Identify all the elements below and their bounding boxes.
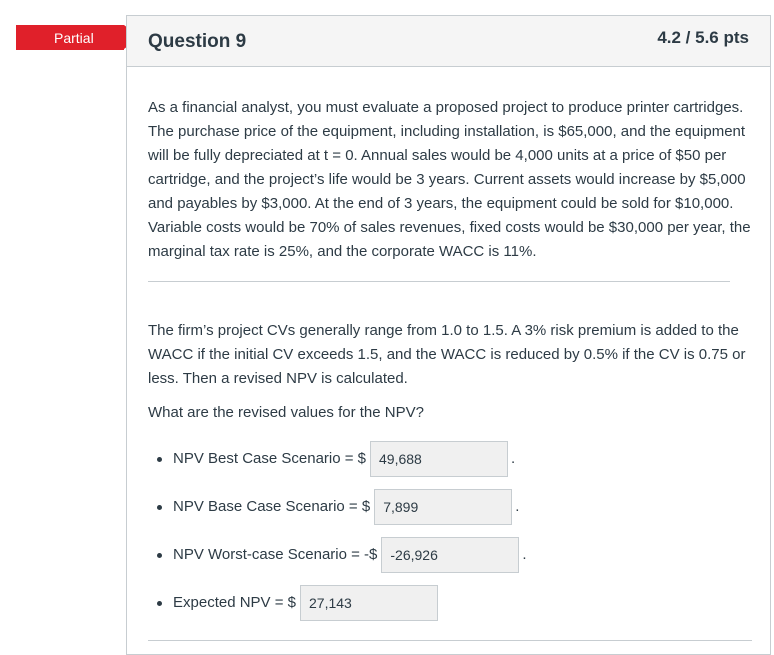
answer-row-expected bbox=[148, 579, 753, 627]
answer-input-expected-npv[interactable]: 27,143 bbox=[300, 585, 438, 621]
answer-label: NPV Best Case Scenario = $ bbox=[173, 450, 367, 467]
bullet bbox=[157, 505, 162, 510]
answer-suffix: . bbox=[515, 498, 520, 515]
question-card bbox=[126, 15, 771, 655]
answer-list bbox=[148, 435, 753, 627]
answer-input-base-case[interactable]: 7,899 bbox=[374, 489, 512, 525]
bullet bbox=[157, 553, 162, 558]
answer-row-best-case bbox=[148, 435, 753, 483]
answer-suffix: . bbox=[522, 546, 527, 563]
answer-suffix: . bbox=[511, 450, 516, 467]
answer-label: Expected NPV = $ bbox=[173, 594, 296, 611]
answer-label: NPV Worst-case Scenario = -$ bbox=[173, 546, 378, 563]
divider bbox=[148, 281, 730, 282]
answer-row-base-case bbox=[148, 483, 753, 531]
bullet bbox=[157, 601, 162, 606]
question-text-paragraph-1: As a financial analyst, you must evaluate a proposed project to produce printer cartridges. The purchase price of the equipment, including installation, is $65,000, and the equipment will be fully depreciated at t = 0. Annual sales would be 4,000 units at a price of $50 per cartridge, and the project’s life would be 3 years. Current assets would increase by $5,000 and payables by $3,000. At the end of 3 years, the equipment could be sold for $10,000. Variable costs would be 70% of sales revenues, fixed costs would be $30,000 per year, the marginal tax rate is 25%, and the corporate WACC is 11%. bbox=[148, 99, 751, 260]
question-title: Question 9 bbox=[148, 31, 247, 52]
answer-input-worst-case[interactable]: -26,926 bbox=[381, 537, 519, 573]
question-body bbox=[148, 96, 753, 627]
question-prompt: What are the revised values for the NPV? bbox=[148, 404, 424, 421]
answer-label: NPV Base Case Scenario = $ bbox=[173, 498, 371, 515]
question-text-paragraph-2: The firm’s project CVs generally range from 1.0 to 1.5. A 3% risk premium is added to the WACC if the initial CV exceeds 1.5, and the WACC is reduced by 0.5% if the CV is 0.75 or less. Then a revised NPV is calculated. bbox=[148, 322, 746, 387]
status-badge: Partial bbox=[16, 25, 124, 50]
question-points: 4.2 / 5.6 pts bbox=[657, 28, 749, 47]
answer-row-worst-case bbox=[148, 531, 753, 579]
answer-input-best-case[interactable]: 49,688 bbox=[370, 441, 508, 477]
question-header bbox=[127, 16, 770, 67]
bullet bbox=[157, 457, 162, 462]
